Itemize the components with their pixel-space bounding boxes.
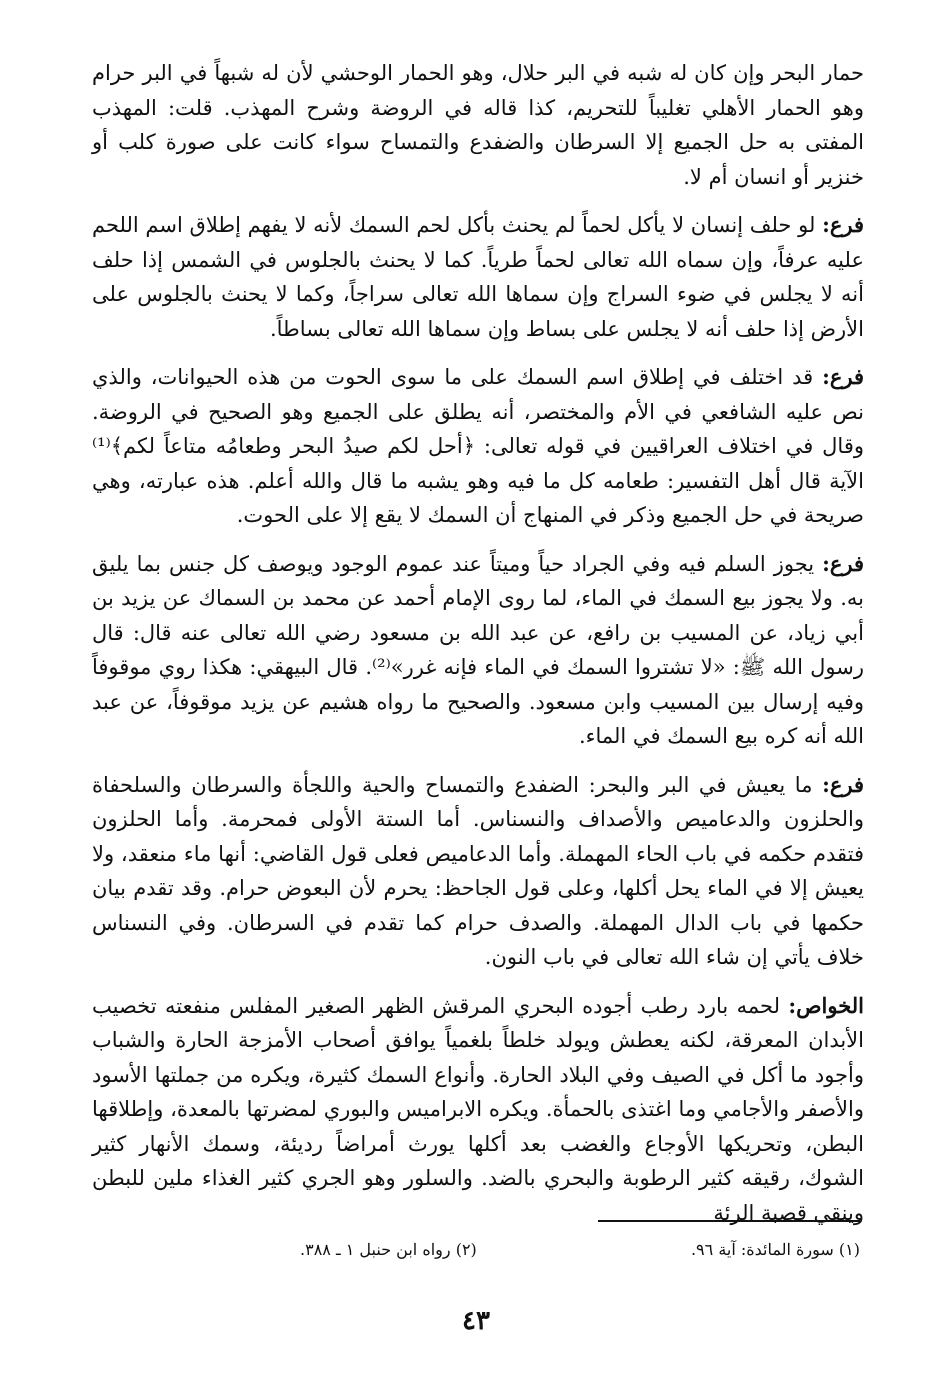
paragraph-text: حمار البحر وإن كان له شبه في البر حلال، وهو الحمار الوحشي لأن له شبهاً في البر حرام وهو الحمار الأهلي تغليباً للتحريم، كذا قاله في الروضة وشرح المهذب. قلت: المهذب المفتى به حل الجميع إلا السرطان والضفدع والتمساح سواء كانت على صورة كلب أو خنزير أو انسان أم لا. [92,61,864,189]
paragraph-text: ما يعيش في البر والبحر: الضفدع والتمساح والحية واللجأة والسرطان والسلحفاة والحلزون والدعاميص والأصداف والنسناس. أما الستة الأولى فمحرمة. وأما الحلزون فتقدم حكمه في باب الحاء المهملة. وأما الدعاميص فعلى قول القاضي: أنها ماء منعقد، ولا يعيش إلا في الماء يحل أكلها، وعلى قول الجاحظ: يحرم لأن البعوض حرام. وقد تقدم بيان حكمها في باب الدال المهملة. والصدف حرام كما تقدم في السرطان. وفي النسناس خلاف يأتي إن شاء الله تعالى في باب النون. [92,772,864,969]
page-number: ٤٣ [462,1306,490,1336]
paragraph-lead: فرع: [822,212,864,237]
paragraph-text: لو حلف إنسان لا يأكل لحماً لم يحنث بأكل لحم السمك لأنه لا يفهم إطلاق اسم اللحم عليه عرفاً، وإن سماه الله تعالى لحماً طرياً. كما لا يحنث بالجلوس في الشمس إذا حلف أنه لا يجلس في ضوء السراج وإن سماها الله تعالى سراجاً، وكما لا يحنث بالجلوس على الأرض إذا حلف أنه لا يجلس على بساط وإن سماها الله تعالى بساطاً. [92,213,865,341]
paragraph-lead: الخواص: [788,992,864,1018]
paragraph-text: يجوز السلم فيه وفي الجراد حياً وميتاً عند عموم الوجود ويوصف كل جنس بما يليق به. ولا يجوز بيع السمك في الماء، لما روى الإمام أحمد عن محمد بن السماك عن يزيد بن أبي زياد، عن المسيب بن رافع، عن عبد الله بن مسعود رضي الله تعالى عنه قال: قال رسول الله ﷺ: «لا تشتروا السمك في الماء فإنه غرر»⁽²⁾. قال البيهقي: هكذا روي موقوفاً وفيه إرسال بين المسيب وابن مسعود. والصحيح ما رواه هشيم عن يزيد موقوفاً، عن عبد الله أنه كره بيع السمك في الماء. [92,551,864,748]
footnote-2: (٢) رواه ابن حنبل ١ ـ ٣٨٨. [300,1240,477,1259]
paragraph-text: قد اختلف في إطلاق اسم السمك على ما سوى الحوت من هذه الحيوانات، والذي نص عليه الشافعي في الأم والمختصر، أنه يطلق على الجميع وهو الصحيح في الروضة. وقال في اختلاف العراقيين في قوله تعالى: ﴿أحل لكم صيدُ البحر وطعامُه متاعاً لكم﴾⁽¹⁾ الآية قال أهل التفسير: طعامه كل ما فيه وهو يشبه ما قال والله أعلم. هذه عبارته، وهي صريحة في حل الجميع وذكر في المنهاج أن السمك لا يقع إلا على الحوت. [92,365,864,527]
footnote-1: (١) سورة المائدة: آية ٩٦. [690,1240,860,1259]
paragraph-lead: فرع: [822,364,864,389]
paragraph-branch-naming [92,360,864,533]
paragraph-branch-salam [92,547,864,754]
footnotes [300,1240,860,1259]
footnote-divider [598,1220,860,1222]
paragraph-intro [92,56,864,194]
paragraph-branch-oath [92,208,864,346]
paragraph-lead: فرع: [822,550,864,576]
paragraph-lead: فرع: [822,771,864,797]
paragraph-properties [92,989,864,1231]
paragraph-text: لحمه بارد رطب أجوده البحري المرقش الظهر الصغير المفلس منفعته تخصيب الأبدان المعرقة، لكنه يعطش ويولد خلطاً بلغمياً يوافق أصحاب الأمزجة الحارة والشباب وأجود ما أكل في الصيف وفي البلاد الحارة. وأنواع السمك كثيرة، ويكره من جملتها الأسود والأصفر والأجامي وما اغتذى بالحمأة. ويكره الابراميس والبوري لمضرتها بالمعدة، وإطلاقها البطن، وتحريكها الأوجاع والغضب بعد أكلها يورث أمراضاً رديئة، وسمك الأنهار كثير الشوك، رقيقه كثير الرطوبة والبحري بالضد. والسلور وهو الجري كثير الغذاء ملين للبطن وينقي قصبة الرئة [92,993,864,1225]
paragraph-branch-amphibians [92,768,864,975]
